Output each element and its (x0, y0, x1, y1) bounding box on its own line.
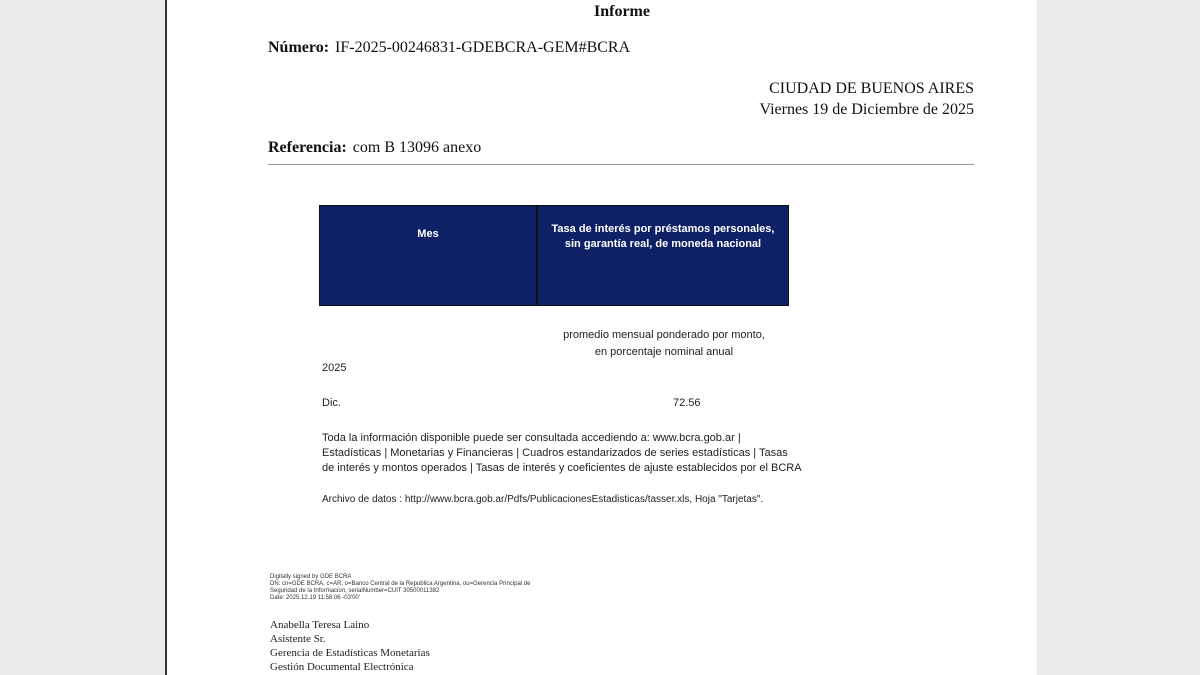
reference-label: Referencia: (268, 139, 347, 156)
signature-line1: Digitally signed by GDE BCRA (270, 574, 352, 580)
table-header (319, 205, 789, 306)
table-unit-label (539, 327, 789, 361)
document-city: CIUDAD DE BUENOS AIRES (769, 80, 974, 97)
document-number (268, 39, 630, 57)
document-title: Informe (594, 3, 650, 20)
document-number-value: IF-2025-00246831-GDEBCRA-GEM#BCRA (335, 39, 631, 56)
signer-department: Gerencia de Estadísticas Monetarias (270, 647, 430, 659)
signer-role: Asistente Sr. (270, 633, 326, 645)
signature-line3: Seguridad de la Informacion, serialNumber=CUIT 30500011382 (270, 588, 440, 594)
table-year: 2025 (322, 362, 347, 374)
signer-system: Gestión Documental Electrónica (270, 661, 414, 673)
column-header-mes: Mes (320, 206, 538, 305)
reference-value: com B 13096 anexo (352, 139, 482, 156)
digital-signature-block (270, 574, 630, 602)
table-row-value: 72.56 (673, 397, 701, 409)
signature-line2: DN: cn=GDE BCRA, c=AR, o=Banco Central de la Republica Argentina, ou=Gerencia Principal de (270, 581, 531, 587)
info-note: Toda la información disponible puede ser consultada accediendo a: www.bcra.gob.ar | Estadísticas | Monetarias y Financieras | Cuadros estandarizados de series estadísticas | Tasas de interés y montos operados | Tasas de interés y coeficientes de ajuste establecidos por el BCRA (322, 432, 802, 474)
unit-line1: promedio mensual ponderado por monto, (563, 329, 765, 341)
table-row-month: Dic. (322, 397, 341, 409)
unit-line2: en porcentaje nominal anual (594, 346, 734, 358)
column-header-tasa-line1: Tasa de interés por préstamos personales, (551, 223, 775, 235)
signer-block (270, 618, 430, 674)
column-header-tasa-line2: sin garantía real, de moneda nacional (564, 238, 762, 250)
signature-line4: Date: 2025.12.19 11:58:06 -03'00' (270, 595, 360, 601)
document-reference (268, 139, 481, 157)
document-page (165, 0, 1037, 675)
data-file-note: Archivo de datos : http://www.bcra.gob.ar/Pdfs/PublicacionesEstadisticas/tasser.xls, Hoja "Tarjetas". (322, 494, 764, 505)
column-header-tasa (538, 206, 788, 321)
document-date: Viernes 19 de Diciembre de 2025 (759, 101, 974, 118)
header-divider (268, 164, 974, 165)
signer-name: Anabella Teresa Laino (270, 619, 370, 631)
document-number-label: Número: (268, 39, 330, 56)
